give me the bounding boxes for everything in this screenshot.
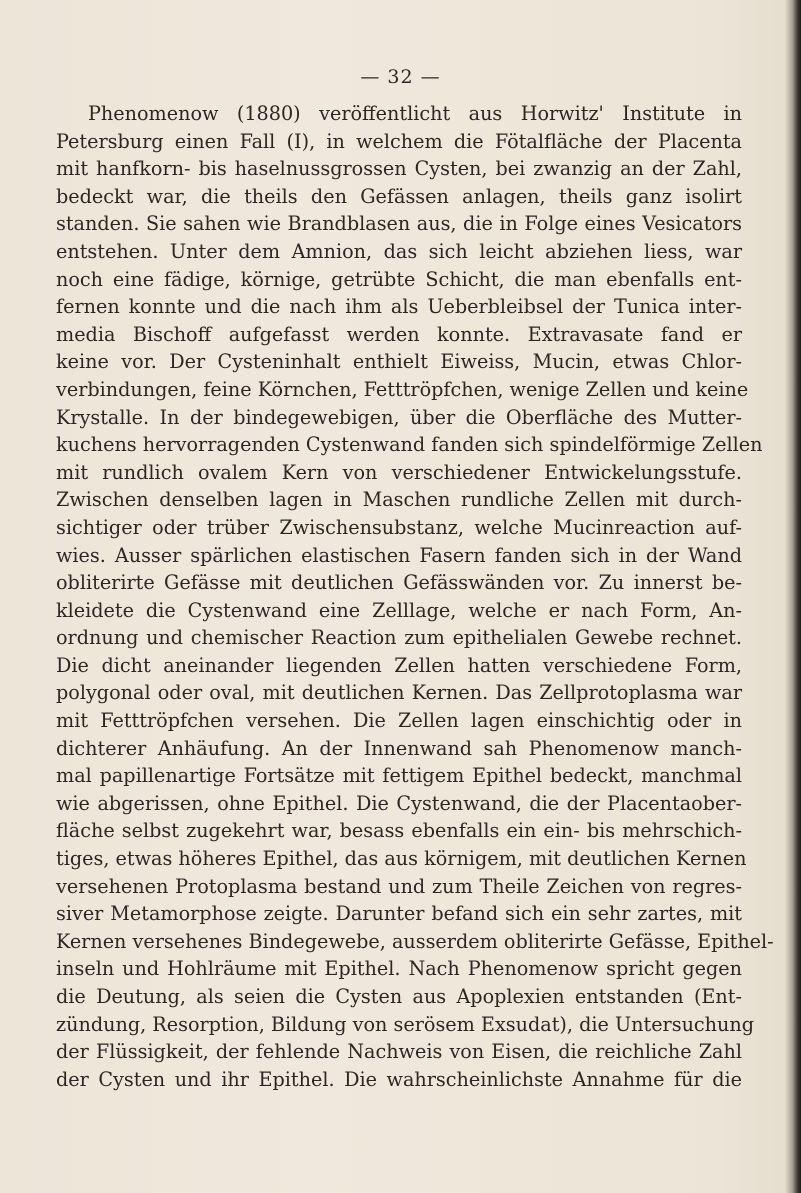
text-line: Die dicht aneinander liegenden Zellen hatten verschiedene Form, [56,653,742,677]
text-line: mit rundlich ovalem Kern von verschiedener Entwickelungsstufe. [56,460,742,484]
page-number: — 32 — [360,66,441,88]
text-line: Kernen versehenes Bindegewebe, ausserdem obliterirte Gefässe, Epithel- [56,929,774,953]
text-line: ordnung und chemischer Reaction zum epithelialen Gewebe rechnet. [56,626,742,650]
text-line: Petersburg einen Fall (I), in welchem die Fötalfläche der Placenta [56,129,742,153]
text-line: mit Fetttröpfchen versehen. Die Zellen lagen einschichtig oder in [56,709,742,733]
text-line: wies. Ausser spärlichen elastischen Fasern fanden sich in der Wand [56,543,742,567]
text-line: standen. Sie sahen wie Brandblasen aus, die in Folge eines Vesicators [56,212,742,236]
text-line: mal papillenartige Fortsätze mit fettigem Epithel bedeckt, manchmal [56,764,742,788]
text-line: keine vor. Der Cysteninhalt enthielt Eiweiss, Mucin, etwas Chlor- [56,350,742,374]
text-line: inseln und Hohlräume mit Epithel. Nach Phenomenow spricht gegen [56,957,742,981]
text-line: polygonal oder oval, mit deutlichen Kernen. Das Zellprotoplasma war [56,681,742,705]
text-line: noch eine fädige, körnige, getrübte Schicht, die man ebenfalls ent- [56,267,742,291]
text-line: media Bischoff aufgefasst werden konnte. Extravasate fand er [56,322,742,346]
text-line: Phenomenow (1880) veröffentlicht aus Horwitz' Institute in [88,102,742,125]
text-line: obliterirte Gefässe mit deutlichen Gefässwänden vor. Zu innerst be- [56,571,742,595]
text-line: siver Metamorphose zeigte. Darunter befand sich ein sehr zartes, mit [56,902,742,926]
text-line: verbindungen, feine Körnchen, Fetttröpfchen, wenige Zellen und keine [56,377,749,401]
text-line: tiges, etwas höheres Epithel, das aus körnigem, mit deutlichen Kernen [56,847,747,871]
text-line: bedeckt war, die theils den Gefässen anlagen, theils ganz isolirt [56,184,742,208]
text-line: versehenen Protoplasma bestand und zum Theile Zeichen von regres- [56,874,742,898]
text-line: fläche selbst zugekehrt war, besass ebenfalls ein ein- bis mehrschich- [56,819,742,843]
text-line: kleidete die Cystenwand eine Zelllage, welche er nach Form, An- [56,598,742,622]
text-line: dichterer Anhäufung. An der Innenwand sah Phenomenow manch- [56,736,742,760]
text-line: Krystalle. In der bindegewebigen, über die Oberfläche des Mutter- [56,405,742,429]
text-line: kuchens hervorragenden Cystenwand fanden sich spindelförmige Zellen [56,433,763,457]
text-line: der Cysten und ihr Epithel. Die wahrscheinlichste Annahme für die [56,1067,742,1091]
text-line: mit hanfkorn- bis haselnussgrossen Cysten, bei zwanzig an der Zahl, [56,157,742,181]
text-line: die Deutung, als seien die Cysten aus Apoplexien entstanden (Ent- [56,985,742,1008]
text-line: fernen konnte und die nach ihm als Ueberbleibsel der Tunica inter- [56,295,742,319]
body-text [56,100,774,1093]
text-line: Zwischen denselben lagen in Maschen rundliche Zellen mit durch- [56,488,742,512]
text-line: der Flüssigkeit, der fehlende Nachweis von Eisen, die reichliche Zahl [56,1040,742,1064]
text-line: zündung, Resorption, Bildung von serösem Exsudat), die Untersuchung [56,1012,755,1036]
page-edge-shadow [785,0,801,1193]
text-line: sichtiger oder trüber Zwischensubstanz, welche Mucinreaction auf- [56,515,742,539]
text-line: entstehen. Unter dem Amnion, das sich leicht abziehen liess, war [56,239,742,263]
text-line: wie abgerissen, ohne Epithel. Die Cystenwand, die der Placentaober- [56,791,742,815]
